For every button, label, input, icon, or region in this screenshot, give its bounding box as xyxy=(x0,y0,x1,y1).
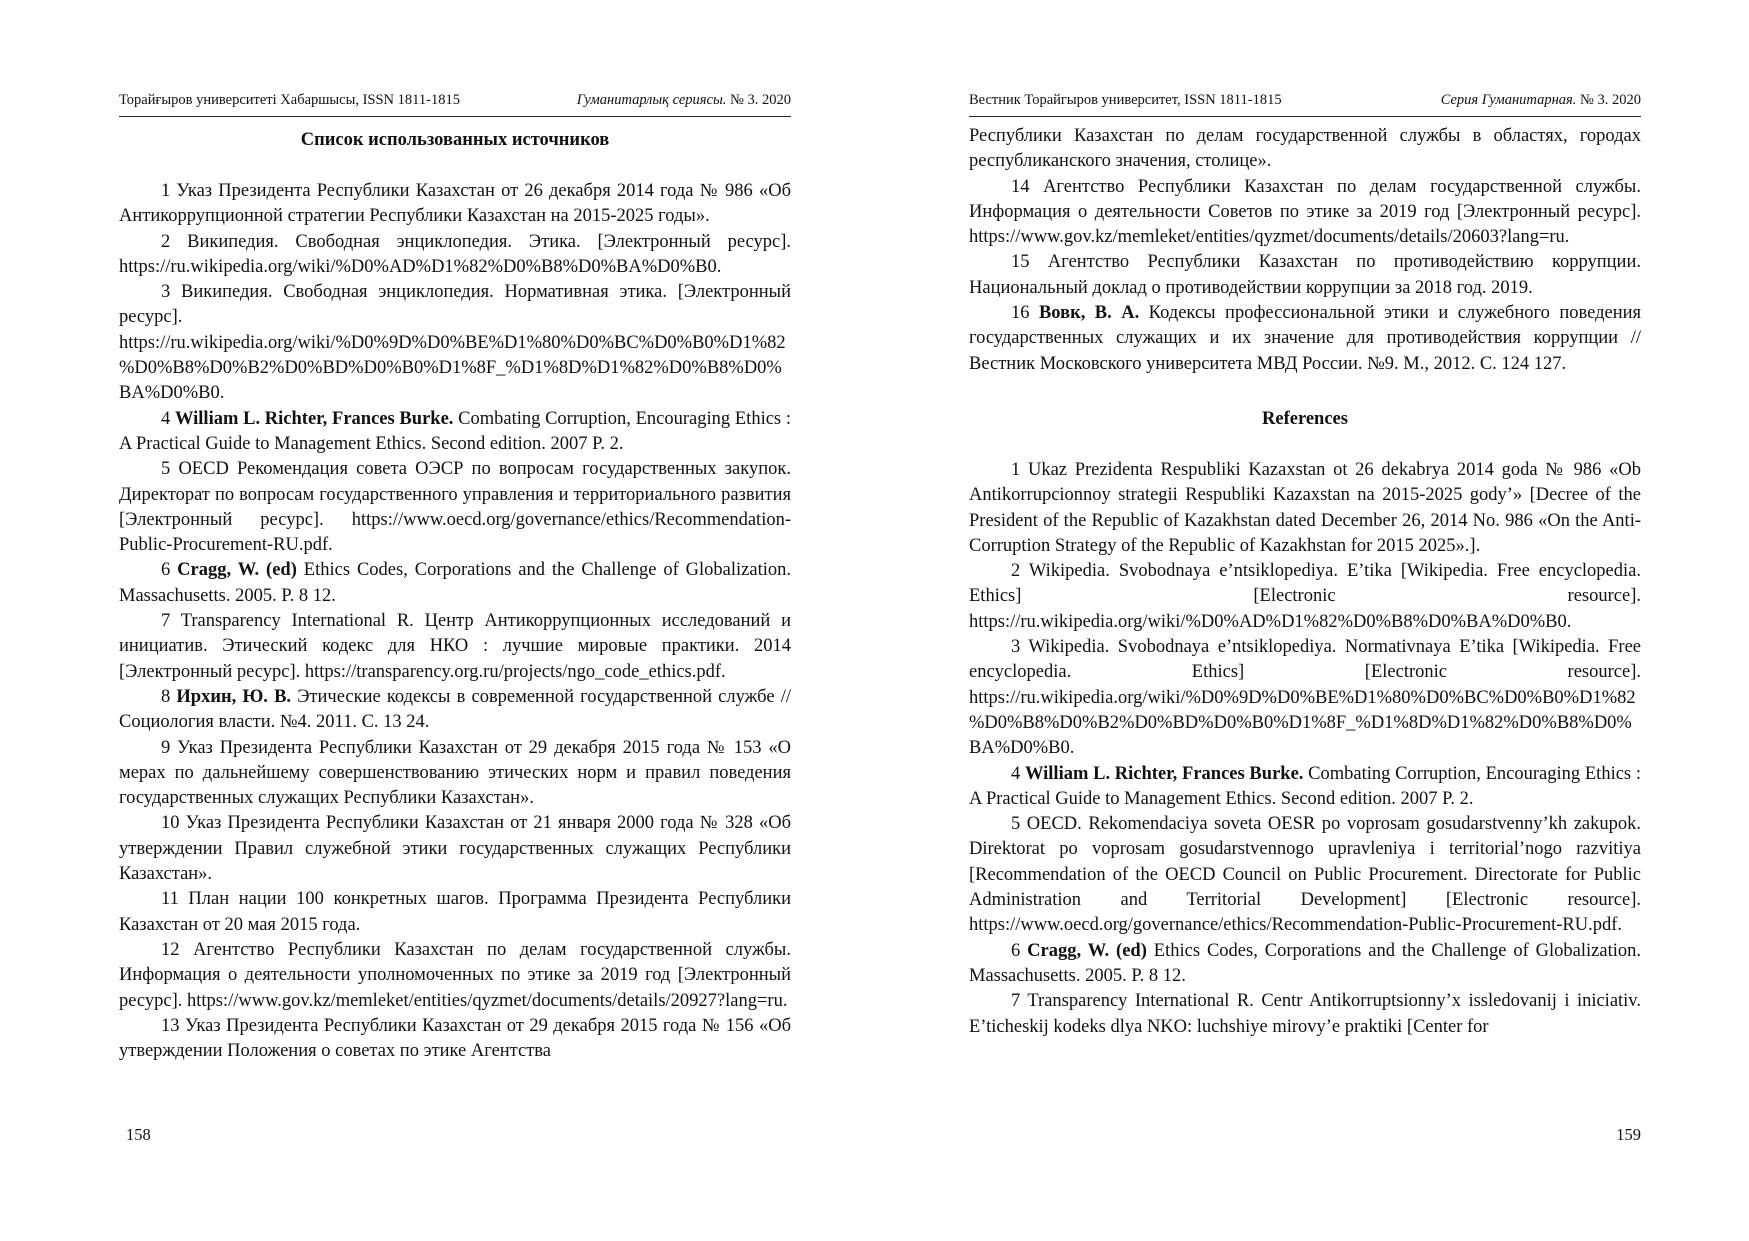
issue-number: № 3. 2020 xyxy=(1580,92,1641,108)
issue-number: № 3. 2020 xyxy=(730,92,791,108)
reference-entry xyxy=(969,559,1641,635)
reference-text: 14 Агентство Республики Казахстан по делам государственной службы. Информация о деятельности Советов по этике за 2019 год [Электронный ресурс]. https://www.gov.kz/memleket/entities/qyzmet/documents/details/20603?lang=ru. xyxy=(969,176,1641,248)
series-name: Гуманитарлық сериясы. xyxy=(576,92,727,108)
reference-entry xyxy=(119,558,791,609)
reference-continuation: Республики Казахстан по делам государственной службы в областях, городах республиканского значения, столице». xyxy=(969,126,1641,172)
left-page-content xyxy=(119,124,791,1064)
reference-entry xyxy=(969,939,1641,990)
reference-text: 2 Wikipedia. Svobodnaya e’ntsiklopediya. E’tika [Wikipedia. Free encyclopedia. Ethics] [Electronic resource]. https://ru.wikipedia.org/wiki/%D0%AD%D1%82%D0%B8%D0%BA%D0%B0. xyxy=(969,561,1641,632)
reference-text: 4 xyxy=(161,408,175,429)
reference-entry xyxy=(969,635,1641,761)
right-page xyxy=(969,0,1641,1241)
reference-author: Cragg, W. (ed) xyxy=(1027,940,1147,961)
series-issue xyxy=(1441,92,1641,109)
reference-author: Cragg, W. (ed) xyxy=(177,560,297,581)
reference-text: 1 Ukaz Prezidenta Respubliki Kazaxstan ot 26 dekabrya 2014 goda № 986 «Ob Antikorrupcionnoy strategii Respubliki Kazaxstan na 2015-2025 gody’» [Decree of the President of the Republic of Kazakhstan dated December 26, 2014 No. 986 «On the Anti-Corruption Strategy of the Republic of Kazakhstan for 2015 2025».]. xyxy=(969,459,1641,556)
reference-entry xyxy=(119,736,791,812)
reference-text: 2 Википедия. Свободная энциклопедия. Этика. [Электронный ресурс]. https://ru.wikipedia.org/wiki/%D0%AD%D1%82%D0%B8%D0%BA%D0%B0. xyxy=(119,231,791,277)
reference-author: Вовк, В. А. xyxy=(1038,303,1140,324)
reference-entry xyxy=(119,230,791,281)
reference-text: 7 Transparency International R. Centr Antikorruptsionny’x issledovanij i iniciativ. E’ticheskij kodeks dlya NKO: luchshiye mirovy’e praktiki [Center for xyxy=(969,991,1641,1037)
page-number: 159 xyxy=(1616,1125,1641,1144)
reference-author: William L. Richter, Frances Burke. xyxy=(174,408,454,429)
reference-text: 5 OECD. Rekomendaciya soveta OESR po voprosam gosudarstvenny’kh zakupok. Direktorat po voprosam gosudarstvennogo upravleniya i territorial’nogo razvitiya [Recommendation of the OECD Council on Public Procurement. Directorate for Public Administration and Territorial Development] [Electronic resource]. https://www.oecd.org/governance/ethics/Recommendation-Public-Procurement-RU.pdf. xyxy=(969,814,1641,936)
reference-entry xyxy=(969,175,1641,251)
reference-text: Этические кодексы в современной государственной службе // Социология власти. №4. 2011. С. 13 24. xyxy=(119,686,791,733)
running-header xyxy=(969,92,1641,117)
reference-text: 11 План нации 100 конкретных шагов. Программа Президента Республики Казахстан от 20 мая 2015 года. xyxy=(119,889,791,935)
left-page xyxy=(119,0,791,1241)
reference-text: 7 Transparency International R. Центр Антикоррупционных исследований и инициатив. Этический кодекс для НКО : лучшие мировые практики. 2014 [Электронный ресурс]. https://transparency.org.ru/projects/ngo_code_ethics.pdf. xyxy=(119,611,791,682)
reference-list xyxy=(119,179,791,1064)
series-name: Серия Гуманитарная. xyxy=(1440,92,1577,108)
reference-entry xyxy=(969,762,1641,813)
reference-author: William L. Richter, Frances Burke. xyxy=(1024,763,1304,784)
reference-text: Ethics Codes, Corporations and the Challenge of Globalization. Massachusetts. 2005. P. 8 12. xyxy=(119,560,791,606)
reference-list xyxy=(969,175,1641,377)
journal-title: Торайғыров университеті Хабаршысы, ISSN 1811-1815 xyxy=(119,92,460,108)
reference-entry xyxy=(969,989,1641,1040)
reference-entry xyxy=(969,301,1641,377)
reference-text: 13 Указ Президента Республики Казахстан от 29 декабря 2015 года № 156 «Об утверждении Положения о советах по этике Агентства xyxy=(119,1015,791,1062)
reference-entry xyxy=(119,609,791,685)
reference-text: Ethics Codes, Corporations and the Challenge of Globalization. Massachusetts. 2005. P. 8 12. xyxy=(969,940,1641,986)
reference-entry xyxy=(119,685,791,736)
series-issue xyxy=(577,92,791,109)
reference-text: 10 Указ Президента Республики Казахстан от 21 января 2000 года № 328 «Об утверждении Правил служебной этики государственных служащих Республики Казахстан». xyxy=(119,813,791,885)
reference-text: 5 OECD Рекомендация совета ОЭСР по вопросам государственных закупок. Директорат по вопросам государственного управления и территориального развития [Электронный ресурс]. https://www.oecd.org/governance/ethics/Recommendation-Public-Procurement-RU.pdf. xyxy=(119,459,791,556)
reference-text: 6 xyxy=(1011,940,1028,961)
running-header xyxy=(119,92,791,117)
reference-entry xyxy=(969,250,1641,301)
reference-entry xyxy=(119,457,791,558)
reference-text: Combating Corruption, Encouraging Ethics : A Practical Guide to Management Ethics. Second edition. 2007 P. 2. xyxy=(969,763,1641,809)
reference-text: Кодексы профессиональной этики и служебного поведения государственных служащих и их значение для противодействия коррупции // Вестник Московского университета МВД России. №9. М., 2012. С. 124 127. xyxy=(969,303,1642,374)
right-page-content xyxy=(969,124,1641,1040)
reference-entry xyxy=(969,812,1641,938)
reference-entry xyxy=(119,280,791,406)
reference-entry xyxy=(969,458,1641,559)
section-title: Список использованных источников xyxy=(300,130,610,150)
reference-entry xyxy=(119,938,791,1014)
reference-text: 1 Указ Президента Республики Казахстан от 26 декабря 2014 года № 986 «Об Антикоррупционной стратегии Республики Казахстан на 2015-2025 годы». xyxy=(119,181,791,227)
reference-text: 8 xyxy=(161,686,177,707)
reference-entry xyxy=(119,811,791,887)
reference-text: 3 Wikipedia. Svobodnaya e’ntsiklopediya. Normativnaya E’tika [Wikipedia. Free encyclopedia. Ethics] [Electronic resource]. https://ru.wikipedia.org/wiki/%D0%9D%D0%BE%D1%80%D0%BC%D0%B0%D1%82%D0%B8%D0%B2%D0%BD%D0%B0%D1%8F_%D1%8D%D1%82%D0%B8%D0%BA%D0%B0. xyxy=(969,637,1641,759)
reference-entry xyxy=(119,1014,791,1065)
reference-text: 12 Агентство Республики Казахстан по делам государственной службы. Информация о деятельности уполномоченных по этике за 2019 год [Электронный ресурс]. https://www.gov.kz/memleket/entities/qyzmet/documents/details/20927?lang=ru. xyxy=(119,939,791,1011)
reference-text: 6 xyxy=(161,560,178,581)
reference-text: 16 xyxy=(1011,303,1039,324)
reference-entry xyxy=(119,887,791,938)
reference-text: Combating Corruption, Encouraging Ethics : A Practical Guide to Management Ethics. Second edition. 2007 P. 2. xyxy=(119,408,791,454)
reference-list xyxy=(969,458,1641,1040)
journal-title: Вестник Торайгыров университет, ISSN 1811-1815 xyxy=(969,92,1282,108)
page-number: 158 xyxy=(126,1125,151,1144)
reference-text: 15 Агентство Республики Казахстан по противодействию коррупции. Национальный доклад о противодействии коррупции за 2018 год. 2019. xyxy=(969,252,1641,298)
reference-author: Ирхин, Ю. В. xyxy=(176,686,292,707)
section-title: References xyxy=(1262,408,1348,429)
reference-text: 3 Википедия. Свободная энциклопедия. Нормативная этика. [Электронный ресурс]. https://ru.wikipedia.org/wiki/%D0%9D%D0%BE%D1%80%D0%BC%D0%B0%D1%82%D0%B8%D0%B2%D0%BD%D0%B0%D1%8F_%D1%8D%D1%82%D0%B8%D0%BA%D0%B0. xyxy=(119,282,791,404)
reference-entry xyxy=(119,179,791,230)
reference-entry xyxy=(119,407,791,458)
reference-text: 9 Указ Президента Республики Казахстан от 29 декабря 2015 года № 153 «О мерах по дальнейшему совершенствованию этических норм и правил поведения государственных служащих Республики Казахстан». xyxy=(119,737,791,809)
reference-text: 4 xyxy=(1011,763,1025,784)
